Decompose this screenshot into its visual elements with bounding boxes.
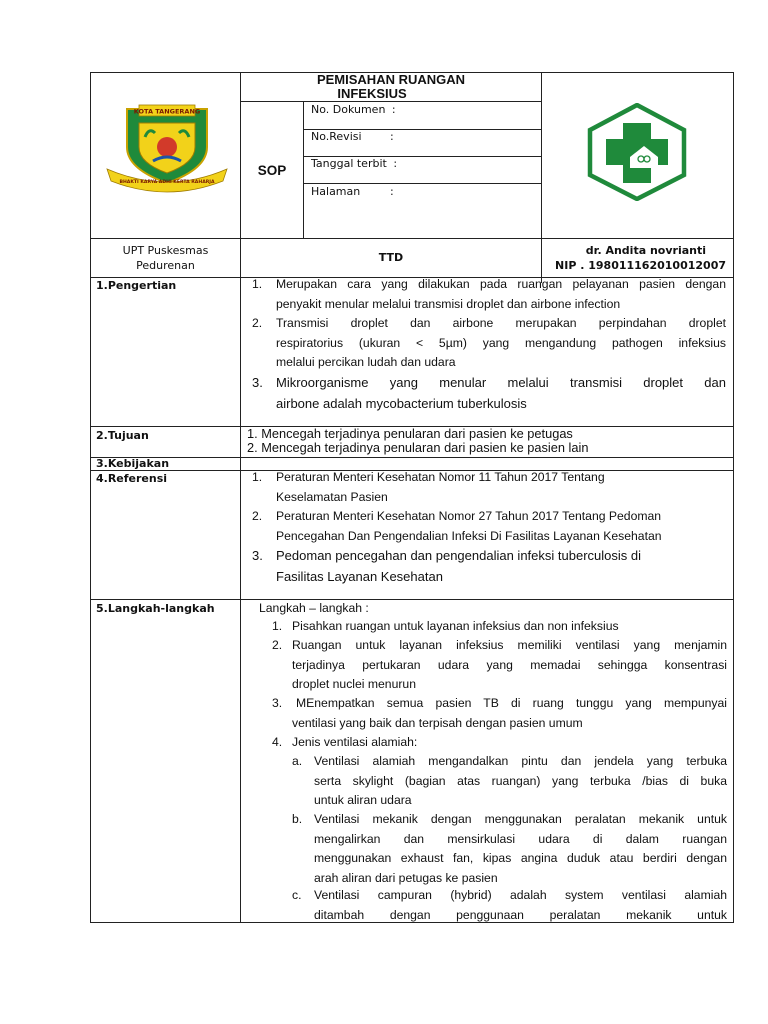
sop-label: SOP — [257, 163, 287, 178]
section-label-tujuan: 2.Tujuan — [96, 429, 149, 442]
title-line-1: PEMISAHAN RUANGAN — [316, 72, 466, 87]
langkah-intro: Langkah – langkah : — [259, 601, 369, 615]
kota-tangerang-logo — [105, 103, 230, 195]
section-label-pengertian: 1.Pengertian — [96, 279, 177, 292]
list-item: 1. Mencegah terjadinya penularan dari pasien ke petugas — [247, 426, 573, 441]
document-title — [241, 73, 541, 101]
section-label-kebijakan: 3.Kebijakan — [96, 457, 170, 470]
signer-name: dr. Andita novrianti — [585, 244, 706, 257]
section-label-langkah: 5.Langkah-langkah — [96, 602, 215, 615]
tujuan-list — [247, 427, 588, 454]
org-line-2: Pedurenan — [136, 259, 195, 272]
field-no-dokumen: No. Dokumen : — [311, 103, 396, 116]
logo-banner-top: KOTA TANGERANG — [133, 107, 201, 116]
ttd-label: TTD — [378, 251, 404, 264]
logo-banner-bottom: BHAKTI KARYA ADHI KERTA RAHARJA — [119, 180, 215, 185]
signer — [542, 243, 726, 273]
field-no-revisi: No.Revisi : — [311, 130, 394, 143]
org-name — [91, 243, 240, 273]
puskesmas-cross-logo — [586, 103, 688, 201]
title-line-2: INFEKSIUS — [337, 86, 407, 101]
signer-nip: NIP . 198011162010012007 — [555, 259, 726, 272]
section-label-referensi: 4.Referensi — [96, 472, 168, 485]
list-item: 2. Mencegah terjadinya penularan dari pasien ke pasien lain — [247, 439, 589, 455]
field-tanggal-terbit: Tanggal terbit : — [311, 157, 398, 170]
org-line-1: UPT Puskesmas — [122, 244, 209, 257]
field-halaman: Halaman : — [311, 185, 394, 198]
